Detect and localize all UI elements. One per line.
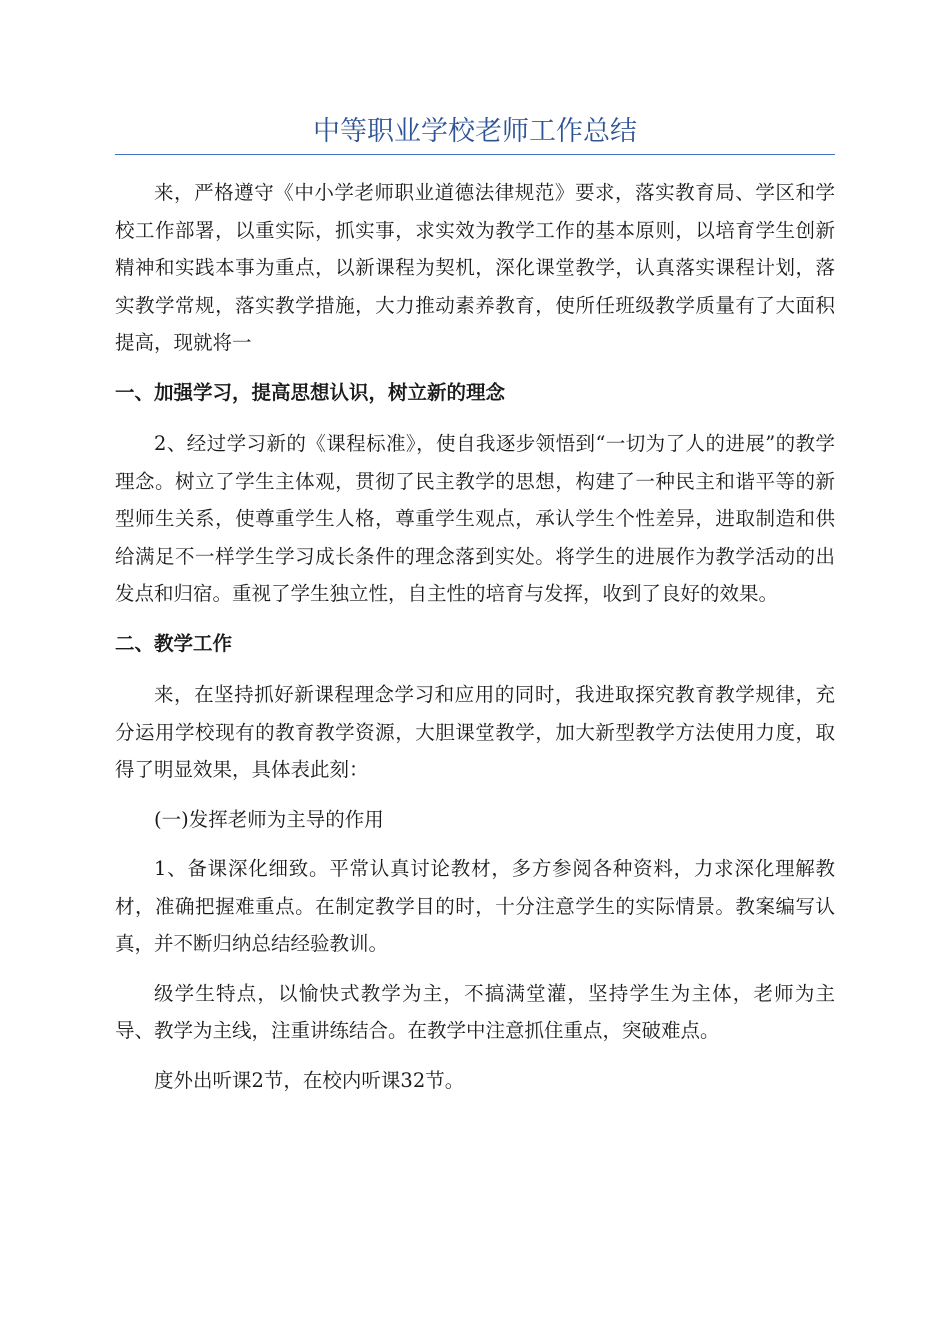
section-1-heading: 一、加强学习，提高思想认识，树立新的理念 (115, 380, 506, 404)
section-1-paragraph: 2、经过学习新的《课程标准》，使自我逐步领悟到“一切为了人的进展”的教学理念。树立了学生主体观，贯彻了民主教学的思想，构建了一种民主和谐平等的新型师生关系，使尊重学生人格，尊重学生观点，承认学生个性差异，进取制造和供给满足不一样学生学习成长条件的理念落到实处。将学生的进展作为教学活动的出发点和归宿。重视了学生独立性，自主性的培育与发挥，收到了良好的效果。 (115, 432, 835, 605)
document-title: 中等职业学校老师工作总结 (313, 116, 637, 147)
section-2-subheading: (一)发挥老师为主导的作用 (154, 807, 384, 831)
title-underline (115, 154, 835, 155)
section-2-intro: 来，在坚持抓好新课程理念学习和应用的同时，我进取探究教育教学规律，充分运用学校现有的教育教学资源，大胆课堂教学，加大新型教学方法使用力度，取得了明显效果，具体表此刻： (115, 683, 835, 781)
section-2-item-1: 1、备课深化细致。平常认真讨论教材，多方参阅各种资料，力求深化理解教材，准确把握难重点。在制定教学目的时，十分注意学生的实际情景。教案编写认真，并不断归纳总结经验教训。 (115, 857, 835, 955)
section-2-item-3: 度外出听课2节，在校内听课32节。 (154, 1068, 465, 1092)
document-body (115, 174, 835, 1111)
section-2-heading: 二、教学工作 (115, 631, 233, 655)
intro-paragraph: 来，严格遵守《中小学老师职业道德法律规范》要求，落实教育局、学区和学校工作部署，以重实际，抓实事，求实效为教学工作的基本原则，以培育学生创新精神和实践本事为重点，以新课程为契机，深化课堂教学，认真落实课程计划，落实教学常规，落实教学措施，大力推动素养教育，使所任班级教学质量有了大面积提高，现就将一 (115, 181, 835, 354)
section-2-item-2: 级学生特点，以愉快式教学为主，不搞满堂灌，坚持学生为主体，老师为主导、教学为主线，注重讲练结合。在教学中注意抓住重点，突破难点。 (115, 981, 835, 1042)
